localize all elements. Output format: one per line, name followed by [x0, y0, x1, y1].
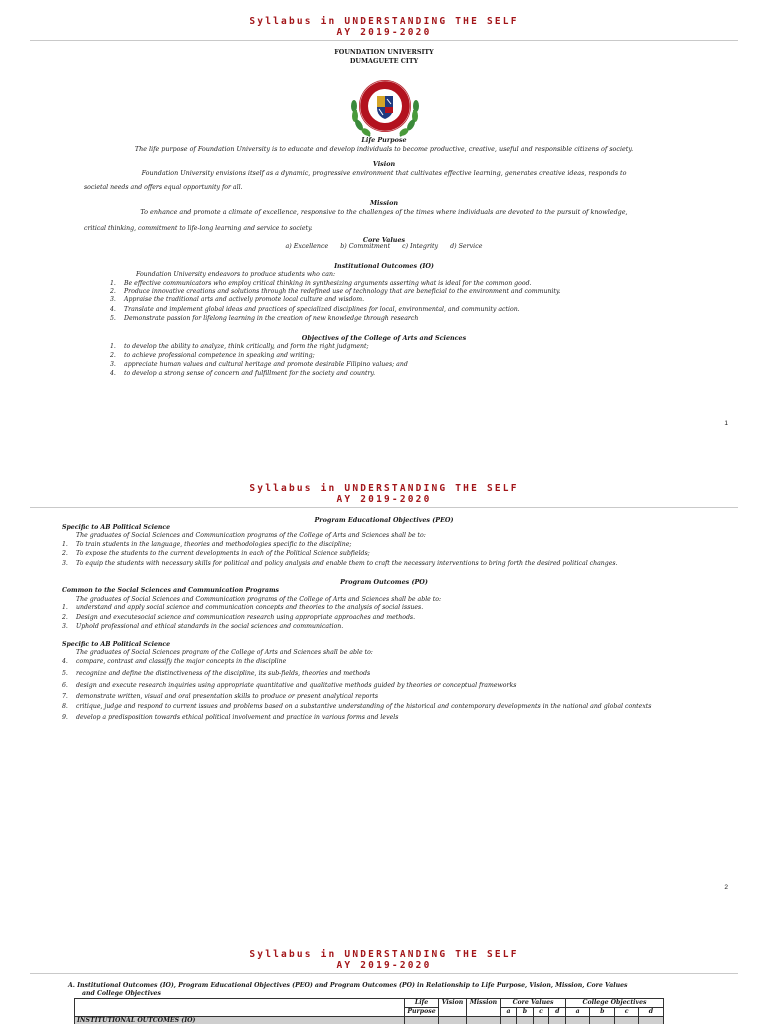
io-item: Be effective communicators who employ critical thinking in synthesizing arguments asserting what is ideal for the common good. — [124, 280, 532, 287]
core-value-service: d) Service — [450, 243, 483, 250]
io-item-number: 2. — [110, 288, 116, 295]
cas-item: to develop the ability to analyze, think critically, and form the right judgment; — [124, 343, 369, 350]
college-objective-letter: c — [615, 1008, 639, 1017]
academic-year: AY 2019-2020 — [336, 960, 432, 971]
vision-text-continued: societal needs and offers equal opportunity for all. — [84, 184, 243, 191]
vision-heading: Vision — [372, 160, 396, 168]
college-objective-letter: b — [590, 1008, 615, 1017]
university-name: FOUNDATION UNIVERSITY — [334, 48, 434, 56]
university-seal-logo — [340, 76, 430, 140]
section-a-title: A. Institutional Outcomes (IO), Program Educational Objectives (PEO) and Program Outcomes (PO) in Relationship to Life Purpose, Vision, Mission, Core Values — [68, 982, 628, 989]
po-item: understand and apply social science and communication concepts and theories to the analysis of social issues. — [76, 604, 424, 611]
table-cell — [501, 1017, 517, 1024]
po-item: compare, contrast and classify the major concepts in the discipline — [76, 658, 287, 665]
table-cell — [533, 1017, 549, 1024]
university-city: DUMAGUETE CITY — [349, 57, 419, 65]
po-item-number: 9. — [62, 714, 68, 721]
table-cell — [566, 1017, 590, 1024]
io-item: Translate and implement global ideas and practices of specialized disciplines for local, environmental, and community action. — [124, 306, 520, 313]
io-item-number: 5. — [110, 315, 116, 322]
table-cell — [615, 1017, 639, 1024]
core-value-excellence: a) Excellence — [285, 243, 329, 250]
peo-intro: The graduates of Social Sciences and Communication programs of the College of Arts and Sciences shall be to: — [76, 532, 426, 539]
column-header-college-objectives: College Objectives — [566, 999, 664, 1008]
peo-item: To train students in the language, theories and methodologies specific to the discipline; — [76, 541, 352, 548]
column-header-mission: Mission — [467, 999, 501, 1017]
column-header-life-purpose: Life — [405, 999, 439, 1008]
cas-item: to develop a strong sense of concern and fulfillment for the society and country. — [124, 370, 376, 377]
page-number: 2 — [724, 884, 728, 891]
cas-item-number: 3. — [110, 361, 116, 368]
po-item: Uphold professional and ethical standards in the social sciences and communication. — [76, 623, 344, 630]
io-item-number: 3. — [110, 296, 116, 303]
table-cell — [549, 1017, 566, 1024]
column-header-vision: Vision — [439, 999, 467, 1017]
syllabus-title: Syllabus in UNDERSTANDING THE SELF — [249, 949, 519, 960]
table-cell — [439, 1017, 467, 1024]
cas-item-number: 2. — [110, 352, 116, 359]
po-item-number: 4. — [62, 658, 68, 665]
college-objective-letter: d — [638, 1008, 663, 1017]
po-common-intro: The graduates of Social Sciences and Communication programs of the College of Arts and Sciences shall be able to: — [76, 596, 442, 603]
academic-year: AY 2019-2020 — [336, 27, 432, 38]
po-specific-heading: Specific to AB Political Science — [62, 641, 171, 648]
po-item: develop a predisposition towards ethical political involvement and practice in various forms and levels — [76, 714, 399, 721]
io-intro: Foundation University endeavors to produce students who can: — [136, 271, 336, 278]
table-corner-cell — [75, 999, 405, 1017]
po-item-number: 2. — [62, 614, 68, 621]
po-item-number: 8. — [62, 703, 68, 710]
core-value-commitment: b) Commitment — [340, 243, 391, 250]
core-value-letter: b — [517, 1008, 534, 1017]
table-cell — [467, 1017, 501, 1024]
core-value-letter: a — [501, 1008, 517, 1017]
page-number: 1 — [724, 420, 728, 427]
table-cell — [590, 1017, 615, 1024]
core-value-letter: d — [549, 1008, 566, 1017]
io-item: Demonstrate passion for lifelong learning in the creation of new knowledge through research — [124, 315, 419, 322]
column-header-core-values: Core Values — [501, 999, 566, 1008]
io-item: Produce innovative creations and solutions through the redefined use of technology that are beneficial to the environment and community. — [124, 288, 561, 295]
po-item: demonstrate written, visual and oral presentation skills to produce or present analytical reports — [76, 693, 379, 700]
peo-item-number: 2. — [62, 550, 68, 557]
life-purpose-text: The life purpose of Foundation University is to educate and develop individuals to become productive, creative, useful and responsible citizens of society. — [134, 145, 634, 153]
mission-heading: Mission — [369, 199, 399, 207]
po-item: Design and executesocial science and communication research using appropriate approaches and methods. — [76, 614, 416, 621]
vision-text: Foundation University envisions itself as a dynamic, progressive environment that cultivates effective learning, generates creative ideas, responds to — [141, 169, 627, 177]
syllabus-title: Syllabus in UNDERSTANDING THE SELF — [249, 16, 519, 27]
table-cell — [638, 1017, 663, 1024]
io-item-number: 4. — [110, 306, 116, 313]
po-item: recognize and define the distinctiveness of the discipline, its sub-fields, theories and methods — [76, 670, 371, 677]
core-value-letter: c — [533, 1008, 549, 1017]
io-heading: Institutional Outcomes (IO) — [334, 262, 434, 270]
po-common-heading: Common to the Social Sciences and Communication Programs — [62, 587, 280, 594]
po-item-number: 5. — [62, 670, 68, 677]
header-divider — [30, 507, 738, 508]
cas-item: appreciate human values and cultural heritage and promote desirable Filipino values; and — [124, 361, 408, 368]
io-item: Appraise the traditional arts and actively promote local culture and wisdom. — [124, 296, 365, 303]
peo-item: To equip the students with necessary skills for political and policy analysis and enable them to craft the necessary interventions to bring forth the desired political changes. — [76, 560, 618, 567]
table-header-row — [75, 999, 664, 1008]
po-item-number: 6. — [62, 682, 68, 689]
cas-item-number: 4. — [110, 370, 116, 377]
io-item-number: 1. — [110, 280, 116, 287]
po-item: critique, judge and respond to current issues and problems based on a substantive understanding of the historical and contemporary developments in the national and global contexts — [76, 703, 652, 710]
life-purpose-heading: Life Purpose — [361, 136, 407, 144]
po-item-number: 3. — [62, 623, 68, 630]
po-heading: Program Outcomes (PO) — [340, 578, 428, 586]
io-section-label: INSTITUTIONAL OUTCOMES (IO) — [75, 1017, 405, 1024]
cas-objectives-heading: Objectives of the College of Arts and Sciences — [301, 334, 467, 342]
peo-specific-heading: Specific to AB Political Science — [62, 524, 171, 531]
peo-item-number: 1. — [62, 541, 68, 548]
outcomes-matrix-table — [74, 998, 664, 1024]
cas-item: to achieve professional competence in speaking and writing; — [124, 352, 315, 359]
column-header-life-purpose-continued: Purpose — [405, 1008, 439, 1017]
mission-text: To enhance and promote a climate of excellence, responsive to the challenges of the times where individuals are devoted to the pursuit of knowledge, — [140, 208, 628, 216]
core-values-heading: Core Values — [362, 236, 406, 244]
peo-heading: Program Educational Objectives (PEO) — [314, 516, 454, 524]
section-a-title-continued: and College Objectives — [82, 990, 161, 997]
peo-item: To expose the students to the current developments in each of the Political Science subfields; — [76, 550, 370, 557]
po-specific-intro: The graduates of Social Sciences program of the College of Arts and Sciences shall be able to: — [76, 649, 373, 656]
table-row-io-section — [75, 1017, 664, 1024]
header-divider — [30, 40, 738, 41]
peo-item-number: 3. — [62, 560, 68, 567]
po-item-number: 7. — [62, 693, 68, 700]
po-item-number: 1. — [62, 604, 68, 611]
core-values-list — [0, 243, 768, 251]
po-item: design and execute research inquiries using appropriate quantitative and qualitative methods guided by theories or conceptual frameworks — [76, 682, 517, 689]
cas-item-number: 1. — [110, 343, 116, 350]
core-value-integrity: c) Integrity — [402, 243, 439, 250]
header-divider — [30, 973, 738, 974]
table-cell — [405, 1017, 439, 1024]
academic-year: AY 2019-2020 — [336, 494, 432, 505]
mission-text-continued: critical thinking, commitment to life-long learning and service to society. — [84, 225, 313, 232]
college-objective-letter: a — [566, 1008, 590, 1017]
table-cell — [517, 1017, 534, 1024]
syllabus-title: Syllabus in UNDERSTANDING THE SELF — [249, 483, 519, 494]
